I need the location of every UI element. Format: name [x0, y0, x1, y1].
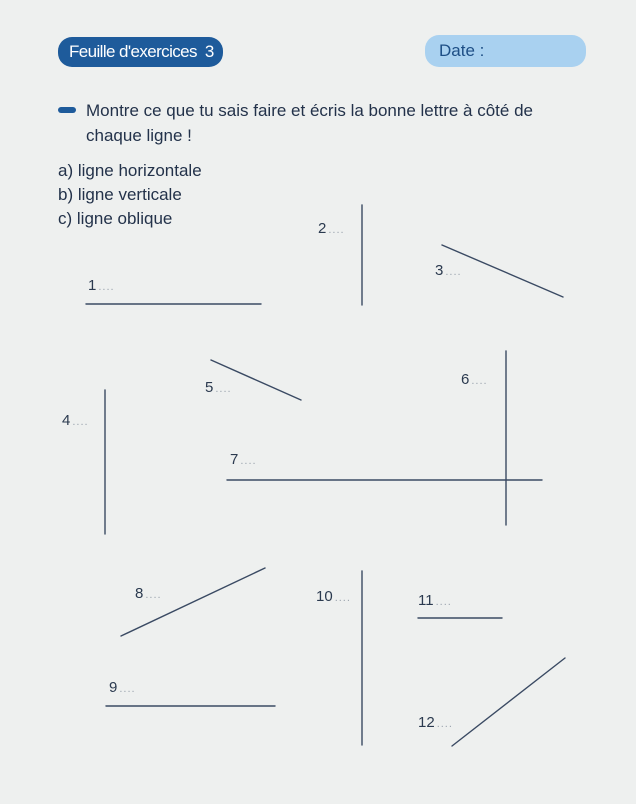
line-12	[452, 658, 565, 746]
item-label-12[interactable]: 12 ....	[418, 714, 453, 731]
item-label-2[interactable]: 2 ....	[318, 220, 345, 237]
option-oblique: c) ligne oblique	[58, 209, 173, 228]
option-horizontal: a) ligne horizontale	[58, 161, 202, 180]
answer-blank: ....	[435, 596, 452, 608]
instruction-text: Montre ce que tu sais faire et écris la bonne lettre à côté de chaque ligne !	[86, 101, 533, 145]
item-label-6[interactable]: 6 ....	[461, 371, 488, 388]
worksheet-number: 3	[204, 42, 214, 61]
answer-blank: ....	[72, 416, 89, 428]
answer-blank: ....	[471, 375, 488, 387]
date-label: Date :	[439, 41, 485, 60]
answer-blank: ....	[119, 683, 136, 695]
item-label-1[interactable]: 1 ....	[88, 277, 115, 294]
answer-blank: ....	[98, 281, 115, 293]
answer-blank: ....	[334, 592, 351, 604]
item-label-11[interactable]: 11 ....	[418, 592, 452, 609]
answer-blank: ....	[145, 589, 162, 601]
answer-blank: ....	[215, 383, 232, 395]
worksheet-title: Feuille d'exercices	[69, 42, 197, 61]
item-label-3[interactable]: 3 ....	[435, 262, 462, 279]
item-label-7[interactable]: 7 ....	[230, 451, 257, 468]
item-label-9[interactable]: 9 ....	[109, 679, 136, 696]
answer-blank: ....	[436, 718, 453, 730]
item-label-5[interactable]: 5 ....	[205, 379, 232, 396]
answer-blank: ....	[328, 224, 345, 236]
item-label-4[interactable]: 4 ....	[62, 412, 89, 429]
item-label-10[interactable]: 10 ....	[316, 588, 351, 605]
option-vertical: b) ligne verticale	[58, 185, 182, 204]
answer-blank: ....	[240, 455, 257, 467]
line-8	[121, 568, 265, 636]
answer-blank: ....	[445, 266, 462, 278]
item-label-8[interactable]: 8 ....	[135, 585, 162, 602]
